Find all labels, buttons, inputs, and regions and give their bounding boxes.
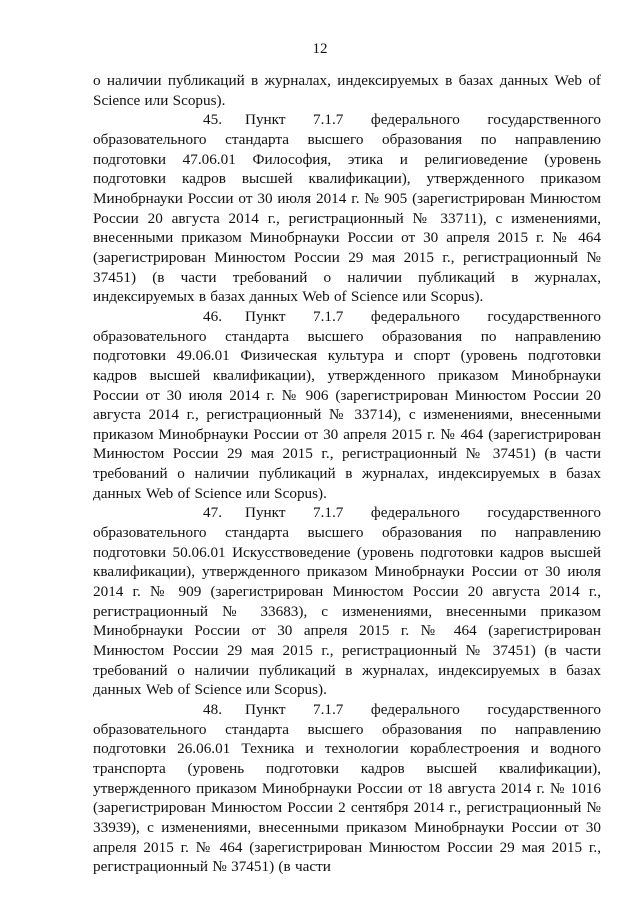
continued-paragraph: о наличии публикаций в журналах, индексируемых в базах данных Web of Science или Scopus). xyxy=(93,72,601,109)
paragraph-number: 46. xyxy=(203,307,222,325)
paragraph-number: 47. xyxy=(203,504,222,522)
paragraph-47 xyxy=(93,503,601,700)
paragraph-text: Пункт 7.1.7 федерального государственного образовательного стандарта высшего образования по направлению подготовки 26.06.01 Техника и технологии кораблестроения и водного транспорта (уровень подготовки кадров высшей квалификации), утвержденного приказом Минобрнауки России от 18 августа 2014 г. № 1016 (зарегистрирован Минюстом России 2 сентября 2014 г., регистрационный № 33939), с изменениями, внесенными приказом Минобрнауки России от 30 апреля 2015 г. № 464 (зарегистрирован Минюстом России 29 мая 2015 г., регистрационный № 37451) (в части xyxy=(93,701,601,876)
paragraph-text: Пункт 7.1.7 федерального государственного образовательного стандарта высшего образования по направлению подготовки 49.06.01 Физическая культура и спорт (уровень подготовки кадров высшей квалификации), утвержденного приказом Минобрнауки России от 30 июля 2014 г. № 906 (зарегистрирован Минюстом России 20 августа 2014 г., регистрационный № 33714), с изменениями, внесенными приказом Минобрнауки России от 30 апреля 2015 г. № 464 (зарегистрирован Минюстом России 29 мая 2015 г., регистрационный № 37451) (в части требований о наличии публикаций в журналах, индексируемых в базах данных Web of Science или Scopus). xyxy=(93,307,601,502)
paragraph-text: Пункт 7.1.7 федерального государственного образовательного стандарта высшего образования по направлению подготовки 47.06.01 Философия, этика и религиоведение (уровень подготовки кадров высшей квалификации), утвержденного приказом Минобрнауки России от 30 июля 2014 г. № 905 (зарегистрирован Минюстом России 20 августа 2014 г., регистрационный № 33711), с изменениями, внесенными приказом Минобрнауки России от 30 апреля 2015 г. № 464 (зарегистрирован Минюстом России 29 мая 2015 г., регистрационный № 37451) (в части требований о наличии публикаций в журналах, индексируемых в базах данных Web of Science или Scopus). xyxy=(93,111,601,306)
paragraph-48 xyxy=(93,700,601,877)
paragraph-45 xyxy=(93,110,601,307)
page-number: 12 xyxy=(312,41,328,57)
paragraph-text: Пункт 7.1.7 федерального государственного образовательного стандарта высшего образования по направлению подготовки 50.06.01 Искусствоведение (уровень подготовки кадров высшей квалификации), утвержденного приказом Минобрнауки России от 30 июля 2014 г. № 909 (зарегистрирован Минюстом России 20 августа 2014 г., регистрационный № 33683), с изменениями, внесенными приказом Минобрнауки России от 30 апреля 2015 г. № 464 (зарегистрирован Минюстом России 29 мая 2015 г., регистрационный № 37451) (в части требований о наличии публикаций в журналах, индексируемых в базах данных Web of Science или Scopus). xyxy=(93,504,601,699)
paragraph-46 xyxy=(93,307,601,504)
paragraph-number: 48. xyxy=(203,701,222,718)
document-body xyxy=(93,71,601,877)
paragraph-number: 45. xyxy=(203,111,222,129)
